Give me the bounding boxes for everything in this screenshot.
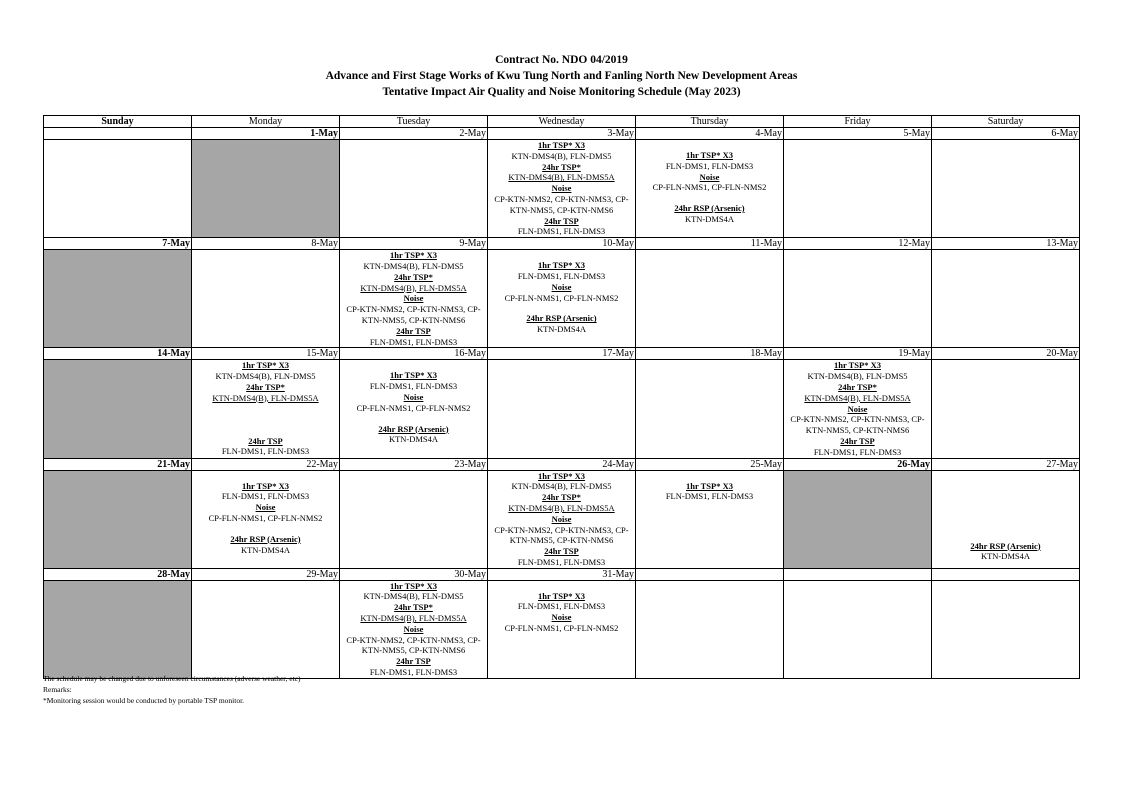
day-cell-holiday bbox=[44, 580, 192, 678]
date-cell: 5-May bbox=[784, 128, 932, 140]
date-cell: 12-May bbox=[784, 238, 932, 250]
day-cell-empty bbox=[784, 140, 932, 238]
date-row-week4 bbox=[44, 458, 1080, 470]
station-list: FLN-DMS1, FLN-DMS3 bbox=[221, 491, 310, 502]
date-row-week3 bbox=[44, 348, 1080, 360]
tsp-24hr-heading: 24hr TSP bbox=[396, 656, 431, 667]
noise-heading: Noise bbox=[255, 502, 276, 513]
tsp-1hr-heading: 1hr TSP* X3 bbox=[538, 590, 585, 601]
noise-heading: Noise bbox=[403, 623, 424, 634]
station-list: KTN-DMS4A bbox=[388, 434, 439, 445]
project-title: Advance and First Stage Works of Kwu Tung North and Fanling North New Development Areas bbox=[325, 70, 798, 82]
date-cell: 21-May bbox=[44, 458, 192, 470]
day-cell-empty bbox=[340, 140, 488, 238]
station-list: CP-FLN-NMS1, CP-FLN-NMS2 bbox=[356, 402, 471, 413]
station-list: KTN-NMS5, CP-KTN-NMS6 bbox=[509, 535, 614, 546]
day-cell-empty bbox=[932, 580, 1080, 678]
station-list: CP-KTN-NMS2, CP-KTN-NMS3, CP- bbox=[346, 634, 481, 645]
date-cell: 2-May bbox=[340, 128, 488, 140]
tsp-24hr-heading: 24hr TSP* bbox=[542, 161, 581, 172]
station-list: FLN-DMS1, FLN-DMS3 bbox=[517, 226, 606, 237]
noise-heading: Noise bbox=[403, 293, 424, 304]
date-cell: 22-May bbox=[192, 458, 340, 470]
tsp-1hr-heading: 1hr TSP* X3 bbox=[242, 480, 289, 491]
day-cell-15-may bbox=[192, 360, 340, 458]
day-cell-empty bbox=[192, 580, 340, 678]
date-cell: 26-May bbox=[784, 458, 932, 470]
weekday-friday: Friday bbox=[784, 116, 932, 128]
date-cell bbox=[636, 568, 784, 580]
date-cell: 10-May bbox=[488, 238, 636, 250]
date-cell: 13-May bbox=[932, 238, 1080, 250]
tsp-1hr-heading: 1hr TSP* X3 bbox=[390, 370, 437, 381]
tsp-24hr-heading: 24hr TSP* bbox=[542, 492, 581, 503]
tsp-1hr-heading: 1hr TSP* X3 bbox=[686, 480, 733, 491]
day-cell-holiday bbox=[44, 470, 192, 568]
day-cell-empty bbox=[636, 250, 784, 348]
noise-heading: Noise bbox=[551, 183, 572, 194]
noise-heading: Noise bbox=[403, 391, 424, 402]
tsp-1hr-heading: 1hr TSP* X3 bbox=[686, 150, 733, 160]
date-cell: 19-May bbox=[784, 348, 932, 360]
station-list: FLN-DMS1, FLN-DMS3 bbox=[369, 381, 458, 392]
day-cell-empty bbox=[44, 140, 192, 238]
weekday-wednesday: Wednesday bbox=[488, 116, 636, 128]
day-cell-24-may bbox=[488, 470, 636, 568]
station-list: FLN-DMS1, FLN-DMS3 bbox=[517, 601, 606, 612]
station-list: KTN-NMS5, CP-KTN-NMS6 bbox=[361, 645, 466, 656]
day-cell-holiday bbox=[44, 250, 192, 348]
station-list: CP-FLN-NMS1, CP-FLN-NMS2 bbox=[504, 623, 619, 634]
tsp-24hr-heading: 24hr TSP bbox=[840, 435, 875, 446]
date-cell: 29-May bbox=[192, 568, 340, 580]
weekday-monday: Monday bbox=[192, 116, 340, 128]
station-list: CP-KTN-NMS2, CP-KTN-NMS3, CP- bbox=[494, 193, 629, 204]
station-list: KTN-DMS4(B), FLN-DMS5 bbox=[363, 591, 464, 602]
day-cell-empty bbox=[636, 580, 784, 678]
schedule-row-week2 bbox=[44, 250, 1080, 348]
station-list: FLN-DMS1, FLN-DMS3 bbox=[813, 446, 902, 457]
station-list: KTN-DMS4(B), FLN-DMS5A bbox=[508, 502, 615, 513]
date-row-week1 bbox=[44, 128, 1080, 140]
day-cell-empty bbox=[932, 140, 1080, 238]
rsp-heading: 24hr RSP (Arsenic) bbox=[526, 313, 597, 324]
day-cell-holiday bbox=[784, 470, 932, 568]
day-cell-19-may bbox=[784, 360, 932, 458]
day-cell-empty bbox=[932, 360, 1080, 458]
date-cell: 4-May bbox=[636, 128, 784, 140]
station-list: KTN-NMS5, CP-KTN-NMS6 bbox=[805, 425, 910, 436]
station-list: KTN-DMS4(B), FLN-DMS5A bbox=[212, 392, 319, 403]
date-cell: 31-May bbox=[488, 568, 636, 580]
tsp-24hr-heading: 24hr TSP* bbox=[838, 381, 877, 392]
day-cell-empty bbox=[340, 470, 488, 568]
day-cell-16-may bbox=[340, 360, 488, 458]
date-cell bbox=[44, 128, 192, 140]
date-cell: 23-May bbox=[340, 458, 488, 470]
station-list: CP-FLN-NMS1, CP-FLN-NMS2 bbox=[504, 292, 619, 303]
tsp-1hr-heading: 1hr TSP* X3 bbox=[390, 580, 437, 591]
station-list: CP-KTN-NMS2, CP-KTN-NMS3, CP- bbox=[790, 414, 925, 425]
tsp-24hr-heading: 24hr TSP* bbox=[246, 381, 285, 392]
station-list: KTN-DMS4(B), FLN-DMS5 bbox=[511, 150, 612, 161]
schedule-row-week4 bbox=[44, 470, 1080, 568]
date-cell: 28-May bbox=[44, 568, 192, 580]
tsp-1hr-heading: 1hr TSP* X3 bbox=[538, 470, 585, 481]
tsp-24hr-heading: 24hr TSP bbox=[544, 215, 579, 226]
date-cell: 27-May bbox=[932, 458, 1080, 470]
day-cell-empty bbox=[488, 360, 636, 458]
station-list: KTN-DMS4A bbox=[240, 544, 291, 555]
station-list: FLN-DMS1, FLN-DMS3 bbox=[517, 270, 606, 281]
station-list: KTN-DMS4(B), FLN-DMS5 bbox=[511, 481, 612, 492]
station-list: FLN-DMS1, FLN-DMS3 bbox=[665, 160, 754, 171]
station-list: CP-KTN-NMS2, CP-KTN-NMS3, CP- bbox=[346, 304, 481, 315]
day-cell-31-may bbox=[488, 580, 636, 678]
station-list: FLN-DMS1, FLN-DMS3 bbox=[369, 667, 458, 678]
station-list: FLN-DMS1, FLN-DMS3 bbox=[665, 491, 754, 502]
schedule-title: Tentative Impact Air Quality and Noise Monitoring Schedule (May 2023) bbox=[382, 86, 741, 98]
day-cell-27-may bbox=[932, 470, 1080, 568]
weekday-saturday: Saturday bbox=[932, 116, 1080, 128]
date-row-week5 bbox=[44, 568, 1080, 580]
day-cell-holiday bbox=[192, 140, 340, 238]
tsp-24hr-heading: 24hr TSP bbox=[544, 546, 579, 557]
date-cell: 1-May bbox=[192, 128, 340, 140]
date-cell: 11-May bbox=[636, 238, 784, 250]
noise-heading: Noise bbox=[551, 281, 572, 292]
day-cell-9-may bbox=[340, 250, 488, 348]
station-list: CP-FLN-NMS1, CP-FLN-NMS2 bbox=[208, 512, 323, 523]
weekday-sunday: Sunday bbox=[44, 116, 192, 128]
day-cell-3-may bbox=[488, 140, 636, 238]
rsp-heading: 24hr RSP (Arsenic) bbox=[378, 423, 449, 434]
day-cell-empty bbox=[636, 360, 784, 458]
footnotes bbox=[43, 673, 301, 706]
station-list: KTN-DMS4A bbox=[536, 324, 587, 335]
date-cell: 24-May bbox=[488, 458, 636, 470]
tsp-24hr-heading: 24hr TSP* bbox=[394, 271, 433, 282]
tsp-24hr-heading: 24hr TSP* bbox=[394, 602, 433, 613]
footnote-schedule-change: The schedule may be changed due to unforeseen circumstances (adverse weather, etc) bbox=[43, 674, 301, 683]
weekday-tuesday: Tuesday bbox=[340, 116, 488, 128]
day-cell-10-may bbox=[488, 250, 636, 348]
date-cell: 3-May bbox=[488, 128, 636, 140]
noise-heading: Noise bbox=[847, 403, 868, 414]
weekday-thursday: Thursday bbox=[636, 116, 784, 128]
station-list: KTN-DMS4A bbox=[684, 213, 735, 224]
station-list: KTN-DMS4(B), FLN-DMS5 bbox=[215, 371, 316, 382]
date-cell: 9-May bbox=[340, 238, 488, 250]
date-cell: 18-May bbox=[636, 348, 784, 360]
date-cell bbox=[932, 568, 1080, 580]
tsp-1hr-heading: 1hr TSP* X3 bbox=[390, 250, 437, 261]
date-cell: 8-May bbox=[192, 238, 340, 250]
date-cell: 14-May bbox=[44, 348, 192, 360]
day-cell-holiday bbox=[44, 360, 192, 458]
rsp-heading: 24hr RSP (Arsenic) bbox=[970, 540, 1041, 551]
monitoring-calendar bbox=[43, 115, 1080, 679]
station-list: KTN-NMS5, CP-KTN-NMS6 bbox=[361, 314, 466, 325]
day-cell-22-may bbox=[192, 470, 340, 568]
contract-title: Contract No. NDO 04/2019 bbox=[495, 54, 628, 66]
tsp-1hr-heading: 1hr TSP* X3 bbox=[538, 260, 585, 271]
day-cell-empty bbox=[784, 250, 932, 348]
date-cell: 15-May bbox=[192, 348, 340, 360]
date-cell: 16-May bbox=[340, 348, 488, 360]
day-cell-empty bbox=[932, 250, 1080, 348]
day-cell-4-may bbox=[636, 140, 784, 238]
day-cell-30-may bbox=[340, 580, 488, 678]
noise-heading: Noise bbox=[551, 612, 572, 623]
weekday-header-row bbox=[44, 116, 1080, 128]
schedule-row-week1 bbox=[44, 140, 1080, 238]
date-cell: 17-May bbox=[488, 348, 636, 360]
date-cell: 20-May bbox=[932, 348, 1080, 360]
date-cell: 25-May bbox=[636, 458, 784, 470]
date-cell: 6-May bbox=[932, 128, 1080, 140]
footnote-portable-monitor: *Monitoring session would be conducted by portable TSP monitor. bbox=[43, 696, 245, 705]
date-cell bbox=[784, 568, 932, 580]
station-list: KTN-NMS5, CP-KTN-NMS6 bbox=[509, 204, 614, 215]
station-list: CP-KTN-NMS2, CP-KTN-NMS3, CP- bbox=[494, 524, 629, 535]
station-list: CP-FLN-NMS1, CP-FLN-NMS2 bbox=[652, 182, 767, 193]
date-cell: 7-May bbox=[44, 238, 192, 250]
station-list: KTN-DMS4(B), FLN-DMS5A bbox=[360, 613, 467, 624]
noise-heading: Noise bbox=[699, 171, 720, 182]
station-list: FLN-DMS1, FLN-DMS3 bbox=[221, 446, 310, 457]
station-list: FLN-DMS1, FLN-DMS3 bbox=[517, 556, 606, 567]
rsp-heading: 24hr RSP (Arsenic) bbox=[674, 203, 745, 214]
station-list: KTN-DMS4(B), FLN-DMS5A bbox=[360, 282, 467, 293]
schedule-row-week3 bbox=[44, 360, 1080, 458]
date-row-week2 bbox=[44, 238, 1080, 250]
tsp-24hr-heading: 24hr TSP bbox=[396, 325, 431, 336]
day-cell-empty bbox=[784, 580, 932, 678]
day-cell-25-may bbox=[636, 470, 784, 568]
schedule-row-week5 bbox=[44, 580, 1080, 678]
tsp-1hr-heading: 1hr TSP* X3 bbox=[538, 140, 585, 150]
footnote-remarks-label: Remarks: bbox=[43, 685, 72, 694]
rsp-heading: 24hr RSP (Arsenic) bbox=[230, 533, 301, 544]
station-list: KTN-DMS4(B), FLN-DMS5A bbox=[508, 172, 615, 183]
station-list: KTN-DMS4(B), FLN-DMS5 bbox=[807, 371, 908, 382]
tsp-1hr-heading: 1hr TSP* X3 bbox=[242, 360, 289, 371]
noise-heading: Noise bbox=[551, 513, 572, 524]
station-list: KTN-DMS4(B), FLN-DMS5A bbox=[804, 392, 911, 403]
station-list: FLN-DMS1, FLN-DMS3 bbox=[369, 336, 458, 347]
tsp-1hr-heading: 1hr TSP* X3 bbox=[834, 360, 881, 371]
station-list: KTN-DMS4A bbox=[980, 551, 1031, 562]
day-cell-empty bbox=[192, 250, 340, 348]
tsp-24hr-heading: 24hr TSP bbox=[248, 435, 283, 446]
title-block bbox=[0, 52, 1123, 100]
station-list: KTN-DMS4(B), FLN-DMS5 bbox=[363, 260, 464, 271]
date-cell: 30-May bbox=[340, 568, 488, 580]
